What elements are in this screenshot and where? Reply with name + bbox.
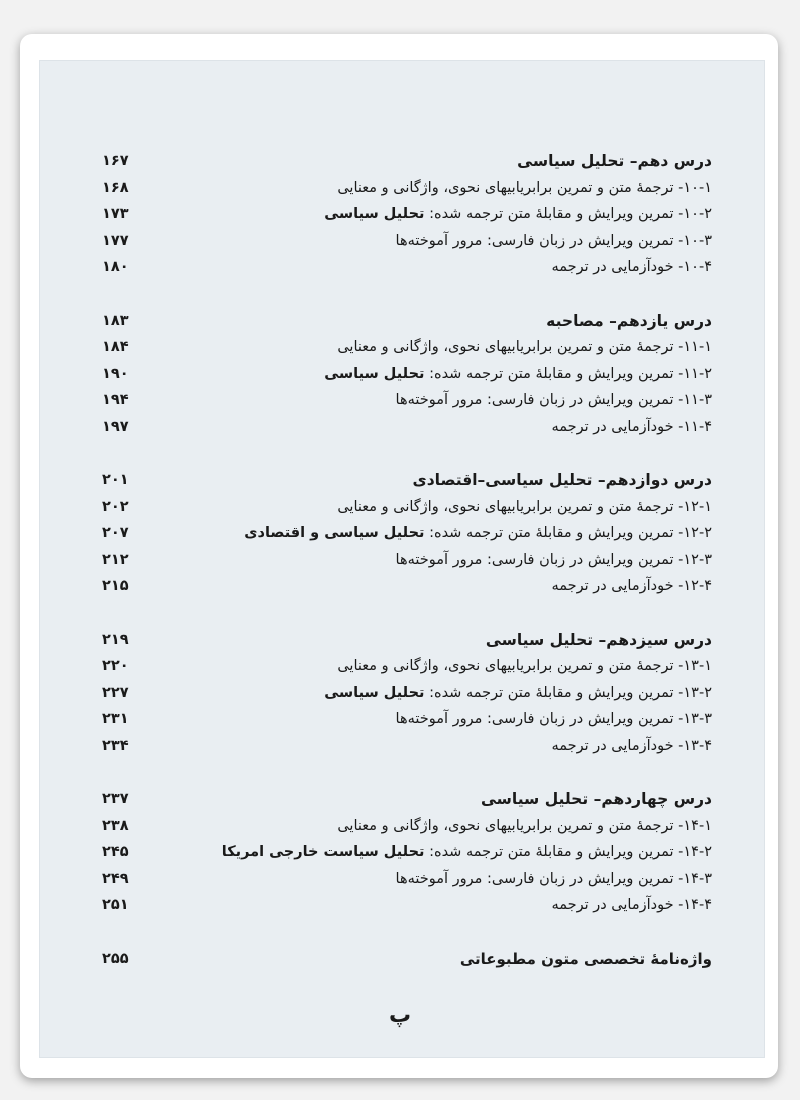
toc-entry <box>102 175 712 202</box>
toc-entry <box>102 334 712 361</box>
page-number: ۱۷۳ <box>102 206 129 222</box>
page-folio: پ <box>388 1003 412 1028</box>
toc-glossary-entry <box>102 946 712 973</box>
page-number: ۲۱۹ <box>102 631 129 648</box>
page-number: ۲۲۰ <box>102 658 129 674</box>
page-number: ۱۶۸ <box>102 179 129 196</box>
page-number: ۲۳۸ <box>102 817 129 834</box>
page-number: ۲۳۱ <box>102 711 129 727</box>
toc-heading <box>102 308 712 335</box>
entry-title: ۱۴-۱- ترجمهٔ متن و تمرین برابریابیهای نحوی، واژگانی و معنایی <box>337 817 712 834</box>
heading-title: درس دهم– تحلیل سیاسی <box>517 152 712 170</box>
page-number: ۱۷۷ <box>102 232 129 249</box>
toc-entry <box>102 813 712 840</box>
entry-title-text: ۱۱-۲- تمرین ویرایش و مقابلهٔ متن ترجمه شده: <box>424 365 712 382</box>
entry-title-text: ۱۰-۲- تمرین ویرایش و مقابلهٔ متن ترجمه شده: <box>424 206 712 222</box>
page-number: ۲۱۵ <box>102 578 129 594</box>
toc-entry <box>102 494 712 521</box>
entry-title: ۱۲-۱- ترجمهٔ متن و تمرین برابریابیهای نحوی، واژگانی و معنایی <box>337 498 712 515</box>
entry-title: ۱۴-۳- تمرین ویرایش در زبان فارسی: مرور آموخته‌ها <box>395 870 712 887</box>
toc-entry <box>102 839 712 866</box>
entry-title: ۱۳-۳- تمرین ویرایش در زبان فارسی: مرور آموخته‌ها <box>395 711 712 727</box>
page-number: ۱۸۳ <box>102 312 129 329</box>
glossary-title: واژه‌نامهٔ تخصصی متون مطبوعاتی <box>459 949 712 968</box>
page-number: ۲۰۷ <box>102 525 129 541</box>
page-number: ۲۱۲ <box>102 551 129 568</box>
page-number: ۲۰۱ <box>102 472 129 488</box>
toc-entry <box>102 520 712 547</box>
toc-entry <box>102 414 712 441</box>
heading-title: درس چهاردهم– تحلیل سیاسی <box>480 790 712 808</box>
toc-heading <box>102 627 712 654</box>
entry-title: ۱۲-۳- تمرین ویرایش در زبان فارسی: مرور آموخته‌ها <box>395 551 712 568</box>
entry-title: ۱۱-۱- ترجمهٔ متن و تمرین برابریابیهای نحوی، واژگانی و معنایی <box>337 339 712 355</box>
toc-section-lesson-11 <box>102 308 712 441</box>
toc-entry <box>102 706 712 733</box>
page-number: ۲۳۷ <box>102 791 129 807</box>
toc-entry <box>102 892 712 919</box>
entry-title: ۱۱-۳- تمرین ویرایش در زبان فارسی: مرور آموخته‌ها <box>395 392 712 408</box>
page-number: ۲۴۵ <box>102 844 129 860</box>
toc-section-lesson-13 <box>102 627 712 760</box>
entry-title: ۱۰-۱- ترجمهٔ متن و تمرین برابریابیهای نحوی، واژگانی و معنایی <box>337 179 712 196</box>
page-number: ۱۶۷ <box>102 153 129 169</box>
toc-entry <box>102 254 712 281</box>
toc-entry <box>102 228 712 255</box>
toc-entry <box>102 361 712 388</box>
page-number: ۲۳۴ <box>102 737 129 754</box>
page-number: ۱۹۰ <box>102 365 129 382</box>
entry-title-emphasis: تحلیل سیاسی <box>324 206 425 222</box>
entry-title-emphasis: تحلیل سیاست خارجی امریکا <box>221 844 425 860</box>
page-number: ۲۰۲ <box>102 498 129 515</box>
toc-entry <box>102 680 712 707</box>
table-of-contents <box>102 148 712 972</box>
toc-entry <box>102 573 712 600</box>
toc-heading <box>102 467 712 494</box>
entry-title-text: ۱۴-۲- تمرین ویرایش و مقابلهٔ متن ترجمه شده: <box>424 844 712 860</box>
toc-entry <box>102 866 712 893</box>
toc-entry <box>102 547 712 574</box>
heading-title: درس سیزدهم– تحلیل سیاسی <box>485 630 712 649</box>
entry-title <box>324 361 712 388</box>
toc-entry <box>102 201 712 228</box>
entry-title: ۱۳-۱- ترجمهٔ متن و تمرین برابریابیهای نحوی، واژگانی و معنایی <box>337 658 712 674</box>
toc-heading <box>102 786 712 813</box>
entry-title-emphasis: تحلیل سیاسی <box>324 365 425 382</box>
toc-entry <box>102 387 712 414</box>
page-number: ۲۵۱ <box>102 897 129 913</box>
heading-title: درس یازدهم– مصاحبه <box>546 311 712 330</box>
page-number: ۲۴۹ <box>102 870 129 887</box>
toc-entry <box>102 733 712 760</box>
entry-title <box>324 680 712 707</box>
toc-section-lesson-10 <box>102 148 712 281</box>
page-number: ۱۸۴ <box>102 339 129 355</box>
entry-title <box>244 520 712 547</box>
entry-title: ۱۱-۴- خودآزمایی در ترجمه <box>551 418 712 435</box>
page-number: ۱۹۷ <box>102 418 129 435</box>
entry-title: ۱۴-۴- خودآزمایی در ترجمه <box>551 897 712 913</box>
page-number: ۱۹۴ <box>102 392 129 408</box>
entry-title-text: ۱۲-۲- تمرین ویرایش و مقابلهٔ متن ترجمه شده: <box>424 525 712 541</box>
entry-title-emphasis: تحلیل سیاسی و اقتصادی <box>244 525 425 541</box>
entry-title: ۱۲-۴- خودآزمایی در ترجمه <box>551 578 712 594</box>
page-number: ۲۵۵ <box>102 950 129 967</box>
heading-title: درس دوازدهم– تحلیل سیاسی–اقتصادی <box>412 471 712 489</box>
toc-entry <box>102 653 712 680</box>
toc-heading <box>102 148 712 175</box>
entry-title-emphasis: تحلیل سیاسی <box>324 684 425 701</box>
page-number: ۱۸۰ <box>102 259 129 275</box>
toc-section-lesson-14 <box>102 786 712 919</box>
entry-title: ۱۳-۴- خودآزمایی در ترجمه <box>551 737 712 754</box>
entry-title <box>222 839 712 866</box>
page-number: ۲۲۷ <box>102 684 129 701</box>
entry-title: ۱۰-۴- خودآزمایی در ترجمه <box>551 259 712 275</box>
toc-section-lesson-12 <box>102 467 712 600</box>
entry-title <box>324 201 712 228</box>
entry-title: ۱۰-۳- تمرین ویرایش در زبان فارسی: مرور آموخته‌ها <box>395 232 712 249</box>
entry-title-text: ۱۳-۲- تمرین ویرایش و مقابلهٔ متن ترجمه شده: <box>424 684 712 701</box>
